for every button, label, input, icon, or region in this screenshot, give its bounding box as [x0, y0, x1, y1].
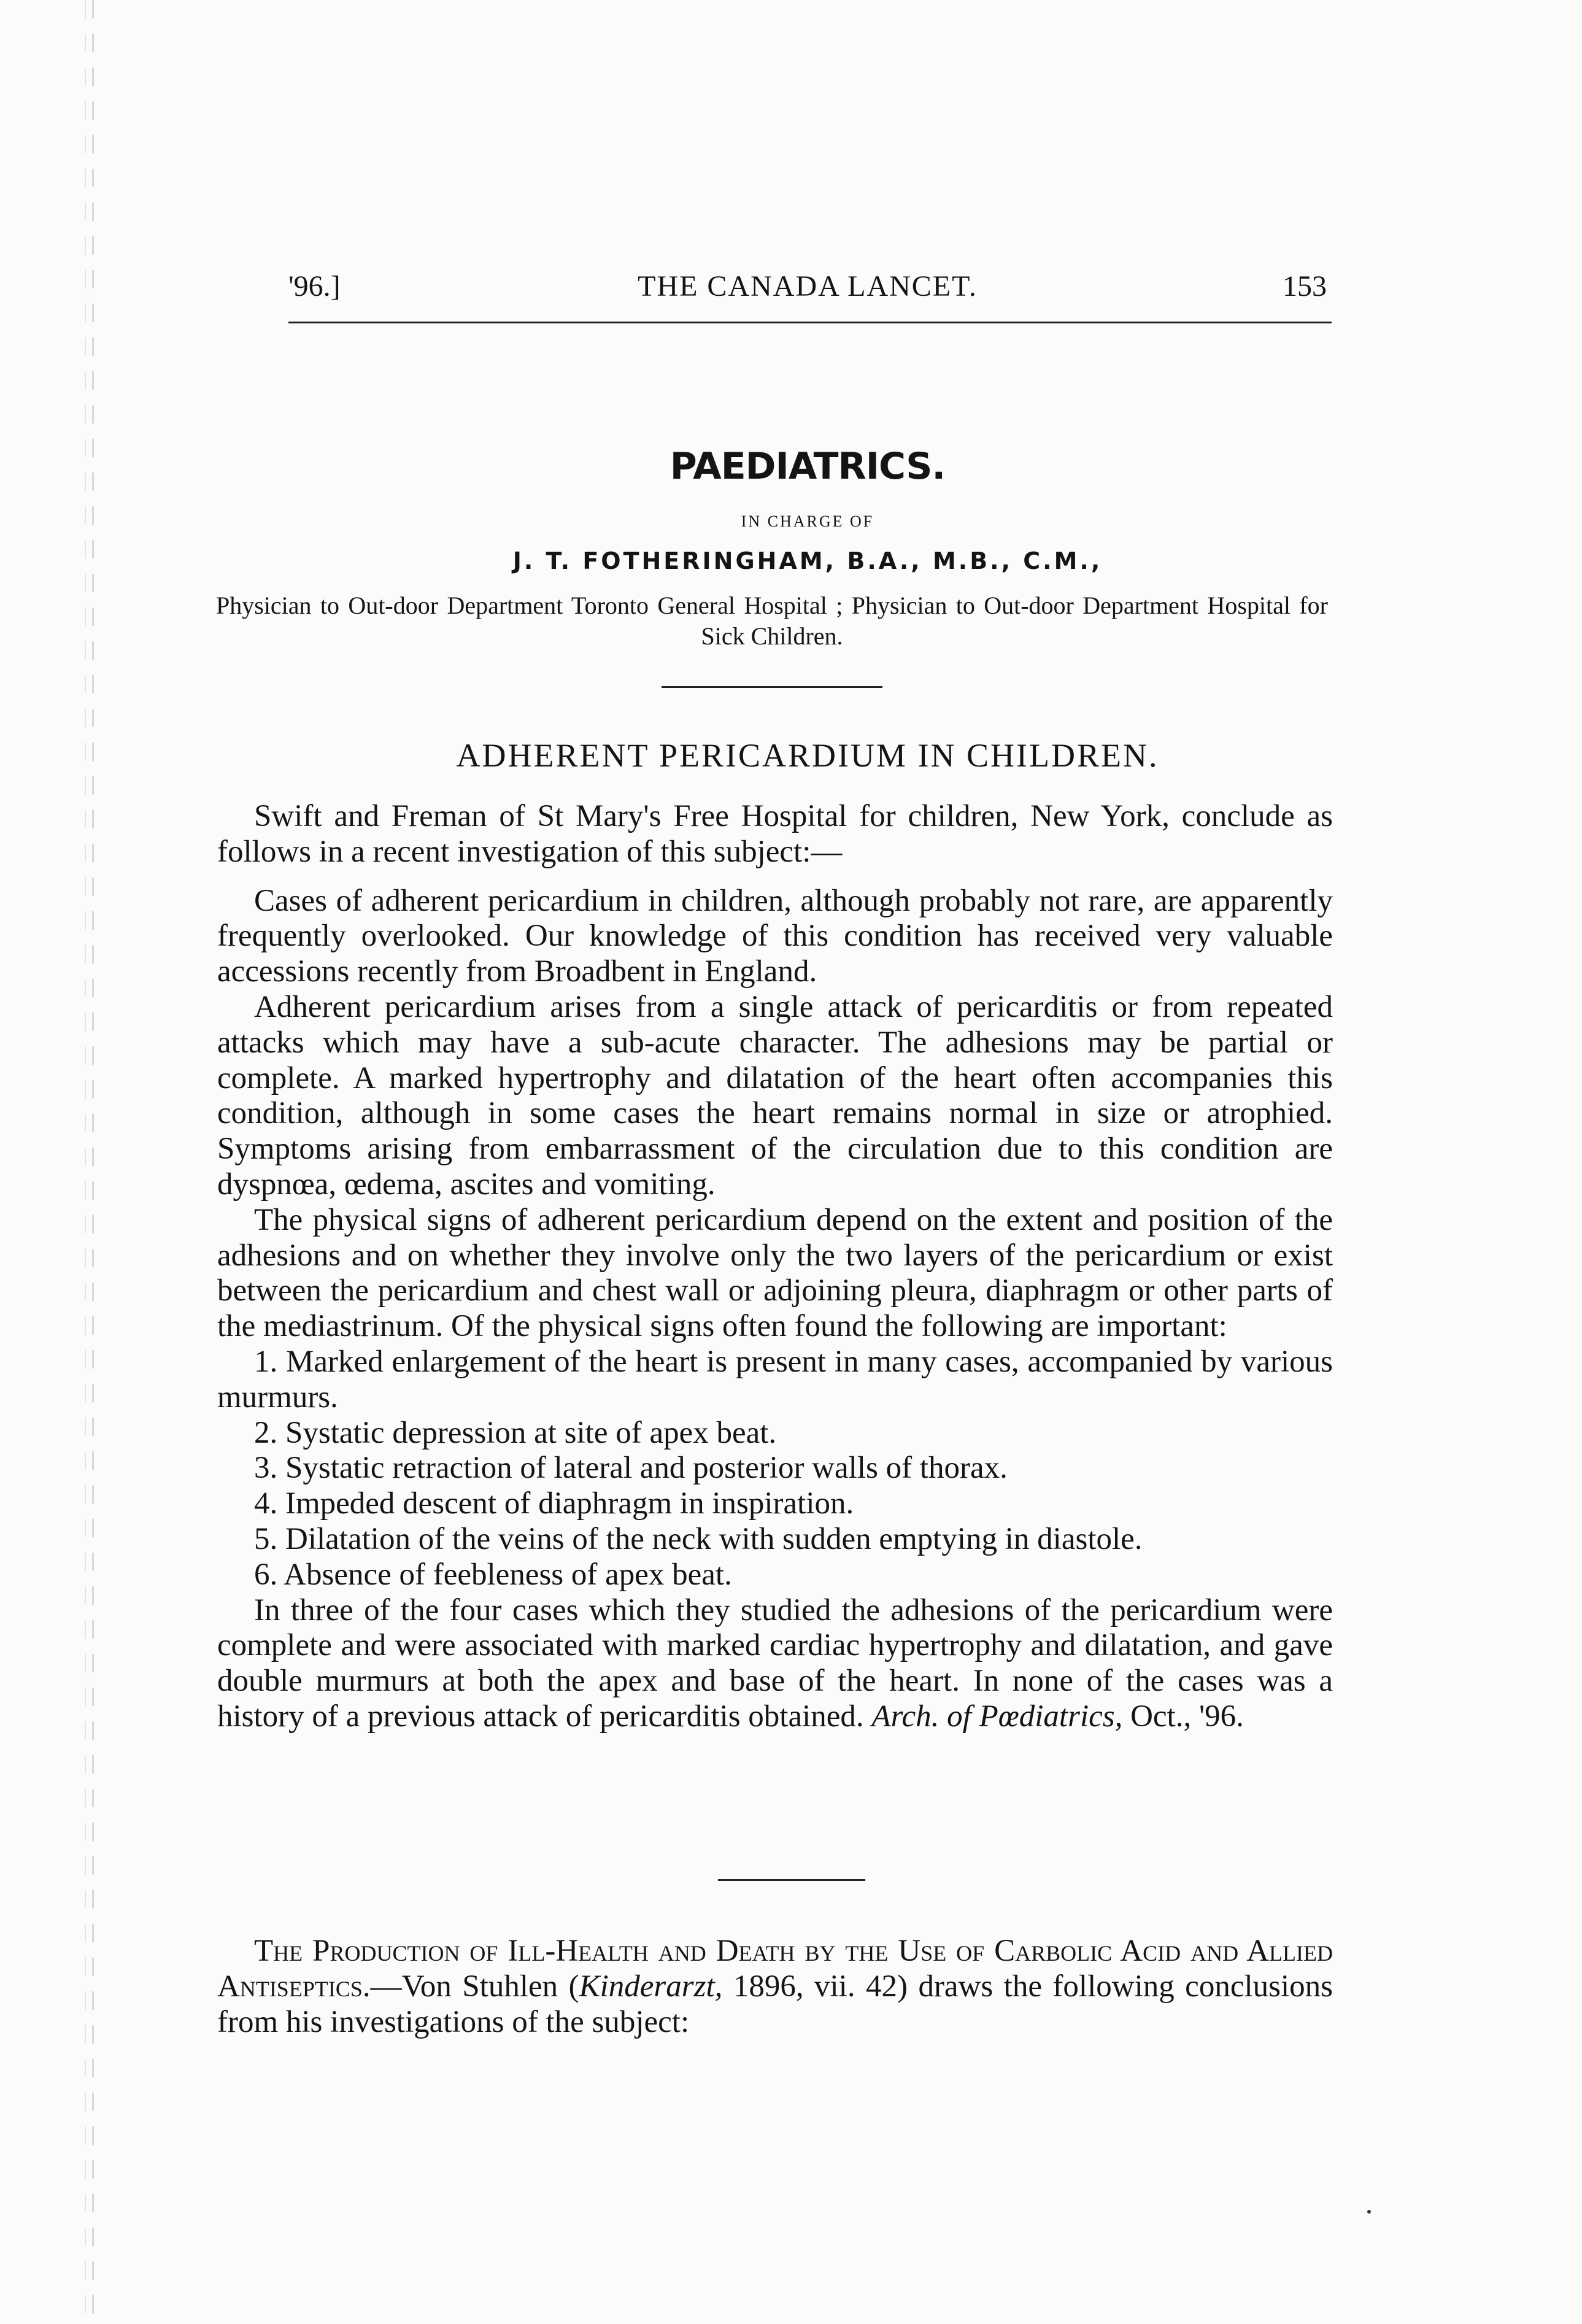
intro-paragraph: Swift and Freman of St Mary's Free Hospital for children, New York, conclude as follows in a recent investigation of this subject:— [217, 799, 1333, 869]
scan-speck [1367, 2210, 1371, 2214]
next-article-text: —Von Stuhlen ( [370, 1969, 579, 2004]
section-divider [662, 686, 882, 688]
next-article-source: Kinderarzt, [579, 1969, 723, 2004]
scan-edge-mark [92, 0, 94, 2324]
list-item: 4. Impeded descent of diaphragm in inspiration. [254, 1486, 854, 1521]
list-item: 3. Systatic retraction of lateral and posterior walls of thorax. [254, 1451, 1008, 1486]
next-article [217, 1933, 1333, 2040]
citation-date: Oct., '96. [1130, 1699, 1244, 1734]
running-header [288, 265, 1327, 308]
list-item: 1. Marked enlargement of the heart is present in many cases, accompanied by various murmurs. [217, 1344, 1333, 1415]
journal-title: THE CANADA LANCET. [638, 270, 978, 303]
next-article-heading: The Production of Ill-Health and Death by the Use of Carbolic Acid and Allied Antiseptics. [217, 1934, 1333, 2004]
list-item: 6. Absence of feebleness of apex beat. [254, 1557, 732, 1592]
paragraph: The physical signs of adherent pericardium depend on the extent and position of the adhesions and on whether they involve only the two layers of the pericardium or exist between the pericardium and chest wall or adjoining pleura, diaphragm or other parts of the mediastrinum. Of the physical signs often found the following are important: [217, 1202, 1333, 1344]
article-divider [718, 1879, 865, 1881]
next-article-text: 1896, vii. 42) draws the following conclusions from his investigations of the subject: [217, 1969, 1333, 2039]
scan-edge-mark [85, 0, 86, 2324]
paragraph: Adherent pericardium arises from a single attack of pericarditis or from repeated attacks which may have a sub-acute character. The adhesions may be partial or complete. A marked hypertrophy and dilatation of the heart often accompanies this condition, although in some cases the heart remains normal in size or atrophied. Symptoms arising from embarrassment of the circulation due to this condition are dyspnœa, œdema, ascites and vomiting. [217, 989, 1333, 1202]
citation-source: Arch. of Pœdiatrics, [871, 1699, 1123, 1734]
paragraph [217, 1593, 1333, 1735]
section-editor: J. T. FOTHERINGHAM, B.A., M.B., C.M., [512, 547, 1103, 574]
closing-text: In three of the four cases which they studied the adhesions of the pericardium were complete and were associated with marked cardiac hypertrophy and dilatation, and gave double murmurs at both the apex and base of the heart. In none of the cases was a history of a previous attack of pericarditis obtained. [217, 1592, 1333, 1734]
editor-affiliation: Physician to Out-door Department Toronto General Hospital ; Physician to Out-door Department Hospital for Sick Children. [216, 592, 1328, 650]
section-title: PAEDIATRICS. [669, 445, 946, 488]
page-number: 153 [1283, 270, 1327, 303]
list-item: 2. Systatic depression at site of apex beat. [254, 1415, 777, 1450]
list-item: 5. Dilatation of the veins of the neck with sudden emptying in diastole. [254, 1521, 1143, 1556]
in-charge-label: IN CHARGE OF [741, 512, 874, 530]
header-year: '96.] [288, 270, 341, 303]
article-title: ADHERENT PERICARDIUM IN CHILDREN. [456, 737, 1159, 774]
article-body [217, 799, 1333, 1735]
paragraph: Cases of adherent pericardium in children, although probably not rare, are apparently frequently overlooked. Our knowledge of this condition has received very valuable accessions recently from Broadbent in England. [217, 883, 1333, 989]
header-rule [288, 322, 1332, 323]
paragraph [217, 1933, 1333, 2040]
